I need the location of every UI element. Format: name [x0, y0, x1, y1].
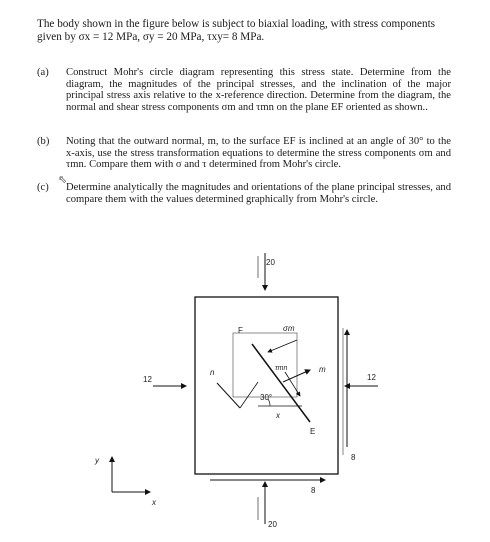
plane-EF-line	[252, 344, 310, 422]
y-axis-label: y	[95, 456, 99, 465]
bottom-load-label: 20	[268, 520, 277, 529]
sigma-m-arrow	[268, 340, 297, 352]
right-load-label: 12	[367, 373, 376, 382]
local-x-label: x	[276, 411, 280, 420]
body-rectangle	[195, 297, 338, 474]
point-F-label: F	[238, 326, 243, 335]
plane-trace-line	[240, 382, 258, 408]
left-load-label: 12	[143, 375, 152, 384]
part-c-text: Determine analytically the magnitudes and orientations of the plane principal stresses, and compare them with the values determined graphically from Mohr's circle.	[66, 182, 451, 205]
right-shear-label: 8	[351, 453, 356, 462]
normal-n-line	[217, 383, 240, 408]
angle-label: 30°	[260, 393, 273, 402]
normal-m-label: m	[319, 365, 326, 374]
part-a-label: (a)	[37, 67, 49, 78]
point-E-label: E	[310, 427, 316, 436]
tau-mn-label: τmn	[275, 365, 288, 372]
inner-element	[233, 333, 297, 397]
part-a-text: Construct Mohr's circle diagram representing this stress state. Determine from the diagram, the magnitudes of the principal stresses, and the inclination of the major principal stress axis relative to the x-reference direction. Determine from the diagram, the normal and shear stress components σm and τmn on the plane EF oriented as shown..	[66, 67, 451, 113]
part-c-label: (c)	[37, 182, 49, 193]
normal-n-label: n	[210, 368, 215, 377]
problem-intro: The body shown in the figure below is subject to biaxial loading, with stress components given by σx = 12 MPa, σy = 20 MPa, τxy= 8 MPa.	[37, 18, 436, 43]
x-axis-label: x	[152, 498, 156, 507]
bottom-shear-label: 8	[311, 486, 316, 495]
top-load-label: 20	[266, 258, 275, 267]
mouse-cursor-icon: ⇖	[58, 173, 68, 186]
part-b-text: Noting that the outward normal, m, to the surface EF is inclined at an angle of 30° to the x-axis, use the stress transformation equations to determine the stress components σm and τmn. Compare them with σ and τ determined from Mohr's circle.	[66, 136, 451, 171]
part-b-label: (b)	[37, 136, 50, 147]
sigma-m-label: σm	[283, 324, 295, 333]
